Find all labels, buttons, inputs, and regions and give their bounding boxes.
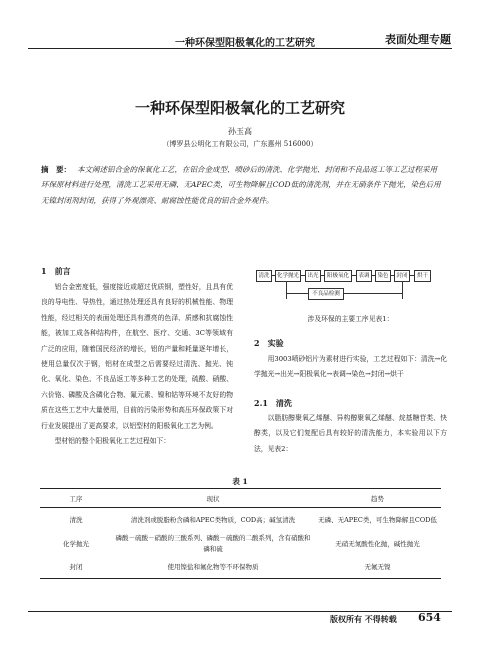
footer-rule xyxy=(28,611,452,612)
flow-step: 出光 xyxy=(305,270,321,282)
section-heading-intro: 1 前言 xyxy=(41,266,71,276)
flow-step: 化学抛光 xyxy=(275,270,301,282)
table-row xyxy=(40,508,441,533)
flow-step: 清洗 xyxy=(256,270,272,282)
flow-loop-line xyxy=(342,293,402,294)
intro-body xyxy=(41,280,233,449)
table-cell: 磷酸－硫酸－硝酸的三酸系列、磷酸－硫酸的二酸系列，含有硝酸和磷和硫 xyxy=(115,534,311,553)
running-header-title: 一种环保型阳极氧化的工艺研究 xyxy=(175,38,315,49)
table-cell: 无硝无氮酸性化抛，碱性抛光 xyxy=(335,539,420,548)
header-rule xyxy=(28,48,452,49)
cleaning-paragraph: 以脂肪醇聚氧乙烯醚、异构醇聚氧乙烯醚、烷基糖苷类、快醇类，以及它们复配后具有较好的清洗能力，本实验用以下方法，见表2： xyxy=(254,414,447,453)
intro-paragraph: 铝合金密度低，强度接近或超过优质钢，塑性好，且具有优良的导电性、导热性，通过热处理还具有良好的机械性能、物理性能，经过相关的表面处理还具有漂亮的色泽、质感和抗腐蚀性能，被加工成各种结构件，在航空、医疗、交通、3C等领域有广泛的应用，随着国民经济的增长，铝的产量和耗量逐年增长，使用总量仅次于钢，铝材在成型之后需要经过清洗、抛光、钝化、氧化、染色、不良品返工等多种工艺的处理，硫酸、硝酸、六价铬、磷酸及含磷化合物、氟元素、镍和钴等环境不友好的物质在这些工艺中大量使用，目前的污染形势和高压环保政策下对行业发展提出了更高要求，以铝型材的阳极氧化工艺为例。 xyxy=(41,283,233,430)
table-cell: 使用镍盐和氟化物等不环保物质 xyxy=(112,556,314,579)
experiment-paragraph: 用3003喷砂铝片为素材进行实验，工艺过程如下：清洗→化学抛光→出光→阳极氧化→表调→染色→封闭→烘干 xyxy=(254,355,447,379)
section-heading-experiment: 2 实验 xyxy=(254,338,284,348)
author-name: 孙玉高 xyxy=(228,127,252,136)
flow-step: 阳极氧化 xyxy=(324,270,352,282)
table-header-cell: 工序 xyxy=(40,489,112,508)
subsection-heading-cleaning: 2.1 清洗 xyxy=(254,398,292,408)
flow-step: 染色 xyxy=(375,270,391,282)
table-cell: 化学抛光 xyxy=(63,539,89,548)
author-affiliation: （博罗县公明化工有限公司，广东惠州 516000） xyxy=(162,140,318,148)
flow-step: 烘干 xyxy=(414,270,431,282)
table-cell: 无磷、无APEC类，可生物降解且COD低 xyxy=(318,515,437,524)
abstract-label: 摘 要： xyxy=(41,165,71,174)
running-header-section: 表面处理专题 xyxy=(385,33,451,46)
process-table xyxy=(40,488,441,579)
abstract-text: 本文阐述铝合金的保氧化工艺，在铝合金成型、喷砂后的清洗、化学抛光、封闭和不良品返工等工艺过程采用环保原材料进行处理，清洗工艺采用无磷、无APEC类，可生物降解且COD低的清洗剂，并在无硝条件下抛光，染色后用无镍封闭剂封闭，获得了外观漂亮、耐腐蚀性能优良的铝合金外观件。 xyxy=(41,165,441,205)
table-row xyxy=(40,532,441,556)
page-number: 654 xyxy=(418,611,441,624)
flow-loop-line xyxy=(286,282,287,299)
flow-loop-line xyxy=(286,293,308,294)
figure-caption: 涉及环保的主要工序见表1： xyxy=(307,315,394,323)
table-row xyxy=(40,556,441,579)
process-flow-diagram xyxy=(256,270,436,312)
flow-step: 封闭 xyxy=(394,270,410,282)
paper-title: 一种环保型阳极氧化的工艺研究 xyxy=(134,99,345,117)
table-title: 表 1 xyxy=(232,477,248,486)
table-cell: 无氟无镍 xyxy=(314,556,441,579)
flow-loop-line xyxy=(402,282,403,299)
cleaning-body xyxy=(254,411,447,457)
experiment-body xyxy=(254,352,447,383)
abstract xyxy=(41,162,441,208)
table-cell: 清洗剂或脱脂粉含磷和APEC类物质，COD高；碱氢清洗 xyxy=(130,515,296,524)
copyright-notice: 版权所有 不得转载 xyxy=(330,614,397,624)
intro-paragraph: 型材铝的整个阳极氧化工艺过程如下： xyxy=(54,437,171,446)
table-header-row xyxy=(40,489,441,508)
table-cell: 清洗 xyxy=(69,515,83,524)
reject-inspection-box: 不良品检测 xyxy=(308,288,344,300)
flow-step: 表调 xyxy=(356,270,372,282)
table-header-cell: 趋势 xyxy=(314,489,441,508)
table-header-cell: 现状 xyxy=(112,489,314,508)
table-cell: 封闭 xyxy=(40,556,112,579)
